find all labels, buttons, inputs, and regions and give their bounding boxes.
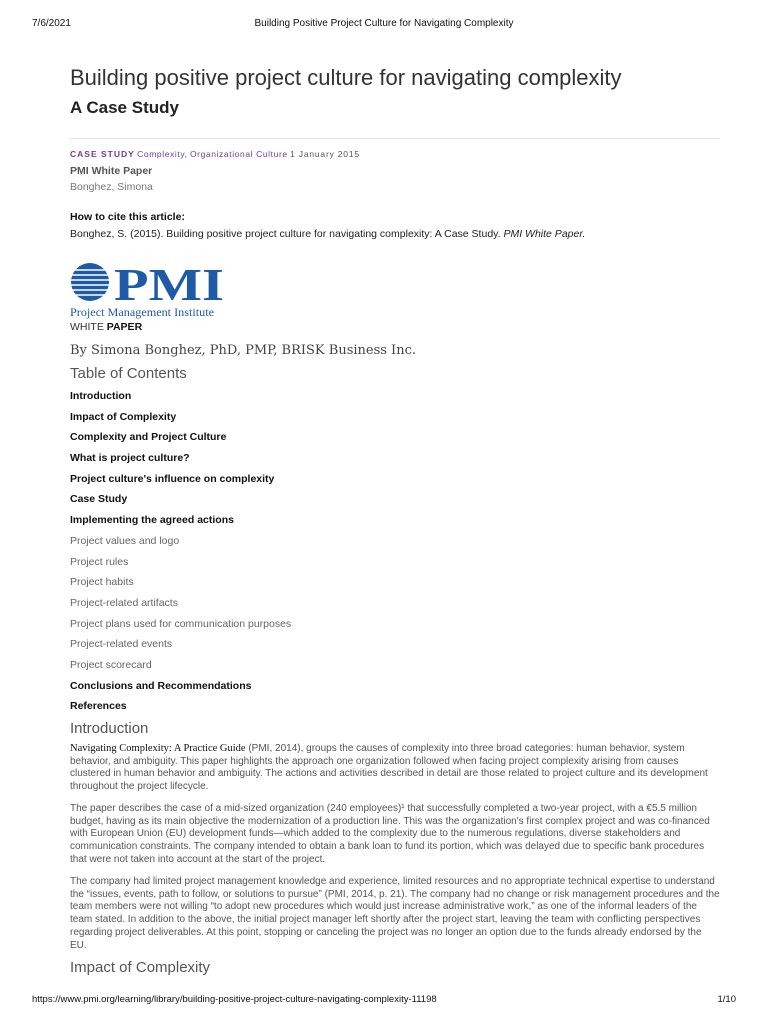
practice-guide-reference: Navigating Complexity: A Practice Guide xyxy=(70,743,246,754)
page-number: 1/10 xyxy=(717,994,736,1005)
toc-item[interactable]: Project scorecard xyxy=(70,658,152,671)
white-paper-label xyxy=(70,320,142,334)
toc-item[interactable]: Project rules xyxy=(70,555,129,568)
toc-heading: Table of Contents xyxy=(70,365,187,382)
logo-name: Project Management Institute xyxy=(70,307,214,319)
toc-item[interactable]: Project plans used for communication purposes xyxy=(70,617,292,630)
divider xyxy=(70,138,720,139)
intro-paragraph-3: The company had limited project management knowledge and experience, limited resources and no appropriate technical expertise to understand the “issues, events, path to follow, or solutions to pursue” (PMI, 2014, p. 21). The company had no change or risk management procedures and the team members were not willing “to adopt new procedures which would just increase administrative work,” as one of the informal leaders of the team stated. In addition to the above, the initial project manager left shortly after the project start, leaving the team with conflicting perspectives regarding project deliverables. At this point, stopping or canceling the project was no longer an option due to the funds already endorsed by the EU. xyxy=(70,876,720,951)
cite-body: Bonghez, S. (2015). Building positive project culture for navigating complexity: A Case Study. xyxy=(70,228,501,240)
paper-word: PAPER xyxy=(106,321,143,333)
toc-item[interactable]: What is project culture? xyxy=(70,452,190,465)
pmi-logo xyxy=(70,262,230,322)
cite-heading: How to cite this article: xyxy=(70,211,185,223)
toc-item[interactable]: Implementing the agreed actions xyxy=(70,514,234,527)
toc-item[interactable]: Introduction xyxy=(70,390,132,402)
toc-item[interactable]: Project habits xyxy=(70,576,134,589)
intro-paragraph-2: The paper describes the case of a mid-sized organization (240 employees)¹ that successfully completed a two-year project, with a €5.5 million budget, having as its main objective the modernization of a production line. This was the organization's first complex project and was co-financed with European Union (EU) development funds—which added to the complexity due to the numerous regulations, diverse stakeholders and communication constraints. The company intended to obtain a bank loan to fund its portion, which was delayed due to specific bank procedures that were not taken into account at the start of the project. xyxy=(70,803,710,865)
cite-text xyxy=(70,227,585,241)
content-type-label[interactable]: CASE STUDY xyxy=(70,149,135,159)
print-date: 7/6/2021 xyxy=(32,18,71,29)
category-link-complexity[interactable]: Complexity xyxy=(137,149,185,159)
globe-icon xyxy=(71,263,109,301)
cite-source: PMI White Paper. xyxy=(503,228,586,240)
page-url: https://www.pmi.org/learning/library/building-positive-project-culture-navigating-complexity-11198 xyxy=(32,994,437,1005)
toc-item[interactable]: Project values and logo xyxy=(70,534,180,547)
author-name[interactable]: Bonghez, Simona xyxy=(70,181,153,193)
print-title: Building Positive Project Culture for Navigating Complexity xyxy=(254,18,514,29)
white-word: WHITE xyxy=(70,321,104,333)
intro-paragraph-1 xyxy=(70,743,720,794)
page-subtitle: A Case Study xyxy=(70,98,179,117)
toc-item[interactable]: Project-related artifacts xyxy=(70,596,178,609)
toc-item[interactable]: Complexity and Project Culture xyxy=(70,431,227,444)
toc-item[interactable]: Impact of Complexity xyxy=(70,410,177,423)
toc-item[interactable]: Project-related events xyxy=(70,638,173,651)
impact-heading: Impact of Complexity xyxy=(70,959,211,976)
byline: By Simona Bonghez, PhD, PMP, BRISK Business Inc. xyxy=(70,343,416,358)
logo-letters: PMI xyxy=(114,262,224,310)
introduction-heading: Introduction xyxy=(70,720,149,737)
toc-item[interactable]: Conclusions and Recommendations xyxy=(70,679,252,692)
toc-item[interactable]: Project culture's influence on complexity xyxy=(70,472,275,485)
page-title: Building positive project culture for navigating complexity xyxy=(70,65,622,90)
category-link-organizational-culture[interactable]: Organizational Culture xyxy=(189,149,288,159)
table-of-contents xyxy=(70,388,670,719)
article-meta xyxy=(70,148,360,160)
toc-item[interactable]: References xyxy=(70,700,127,713)
category-separator: , xyxy=(184,149,188,159)
intro-paragraph-1-text: (PMI, 2014), groups the causes of complexity into three broad categories: human behavior, system behavior, and ambiguity. This paper highlights the approach one organization followed when facing project complexity arising from causes clustered in human behavior and ambiguity. The actions and activities described in detail are those related to project culture and its development throughout the project lifecycle. xyxy=(70,743,708,793)
publish-date: 1 January 2015 xyxy=(290,149,360,159)
publication-name[interactable]: PMI White Paper xyxy=(70,165,153,177)
toc-item[interactable]: Case Study xyxy=(70,493,128,506)
